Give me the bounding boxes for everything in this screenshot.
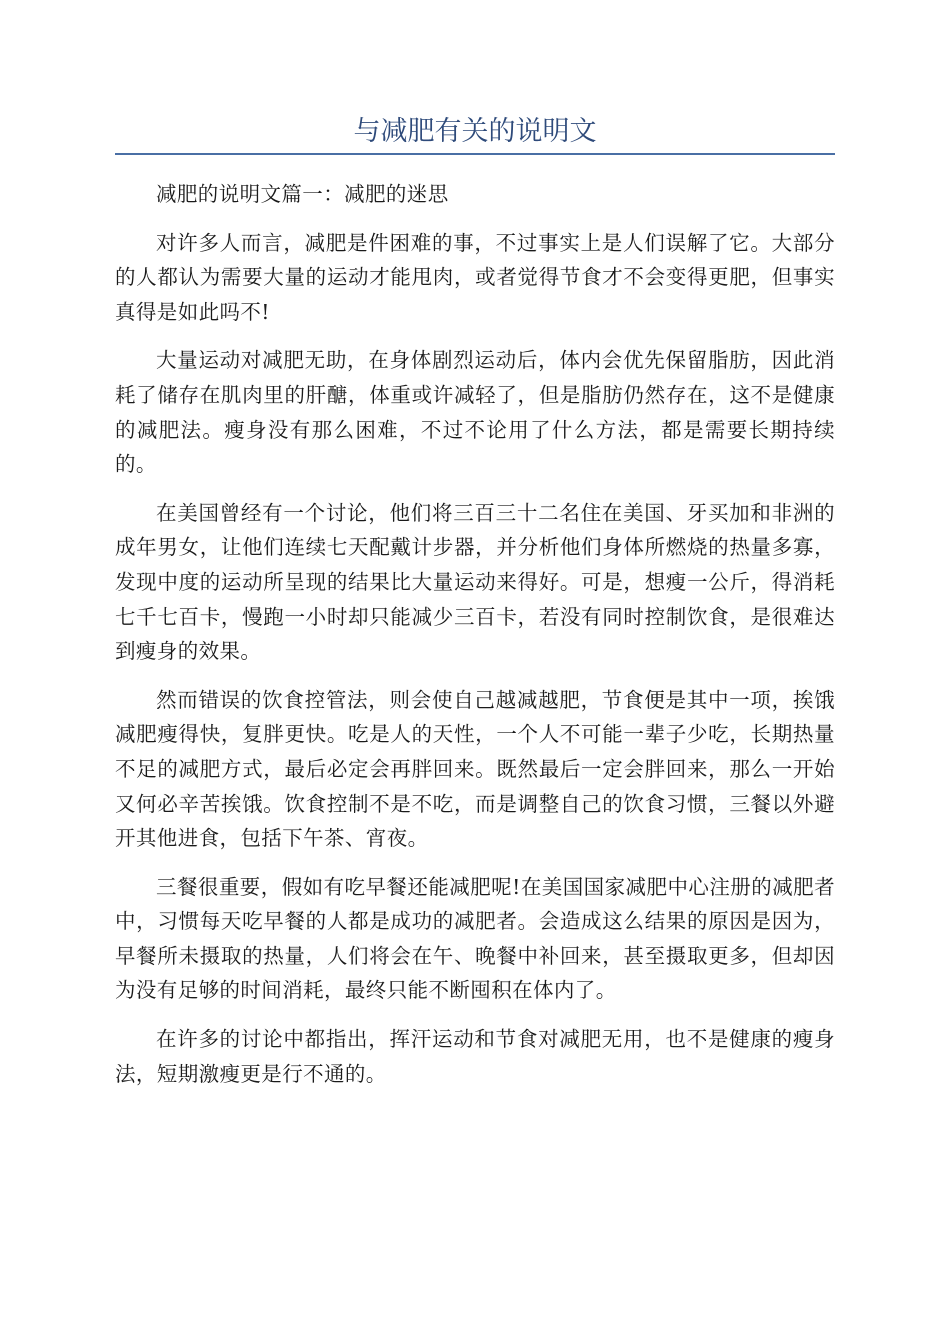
- paragraph-4: 然而错误的饮食控管法，则会使自己越减越肥，节食便是其中一项，挨饿减肥瘦得快，复胖更快。吃是人的天性，一个人不可能一辈子少吃，长期热量不足的减肥方式，最后必定会再胖回来。既然最后一定会胖回来，那么一开始又何必辛苦挨饿。饮食控制不是不吃，而是调整自己的饮食习惯，三餐以外避开其他进食，包括下午茶、宵夜。: [115, 687, 835, 851]
- document-title: 与减肥有关的说明文: [353, 116, 597, 147]
- paragraph-6: 在许多的讨论中都指出，挥汗运动和节食对减肥无用，也不是健康的瘦身法，短期激瘦更是行不通的。: [115, 1027, 835, 1086]
- paragraph-2: 大量运动对减肥无助，在身体剧烈运动后，体内会优先保留脂肪，因此消耗了储存在肌肉里的肝醣，体重或许减轻了，但是脂肪仍然存在，这不是健康的减肥法。瘦身没有那么困难，不过不论用了什么方法，都是需要长期持续的。: [115, 348, 835, 477]
- title-underline: [115, 153, 835, 155]
- section-heading: 减肥的说明文篇一：减肥的迷思: [156, 182, 449, 206]
- paragraph-1: 对许多人而言，减肥是件困难的事，不过事实上是人们误解了它。大部分的人都认为需要大量的运动才能甩肉，或者觉得节食才不会变得更肥，但事实真得是如此吗不!: [115, 230, 835, 324]
- paragraph-5: 三餐很重要，假如有吃早餐还能减肥呢!在美国国家减肥中心注册的减肥者中，习惯每天吃早餐的人都是成功的减肥者。会造成这么结果的原因是因为，早餐所未摄取的热量，人们将会在午、晚餐中补回来，甚至摄取更多，但却因为没有足够的时间消耗，最终只能不断囤积在体内了。: [115, 874, 835, 1003]
- paragraph-3: 在美国曾经有一个讨论，他们将三百三十二名住在美国、牙买加和非洲的成年男女，让他们连续七天配戴计步器，并分析他们身体所燃烧的热量多寡，发现中度的运动所呈现的结果比大量运动来得好。可是，想瘦一公斤，得消耗七千七百卡，慢跑一小时却只能减少三百卡，若没有同时控制饮食，是很难达到瘦身的效果。: [115, 500, 835, 664]
- document-body: [115, 177, 835, 1105]
